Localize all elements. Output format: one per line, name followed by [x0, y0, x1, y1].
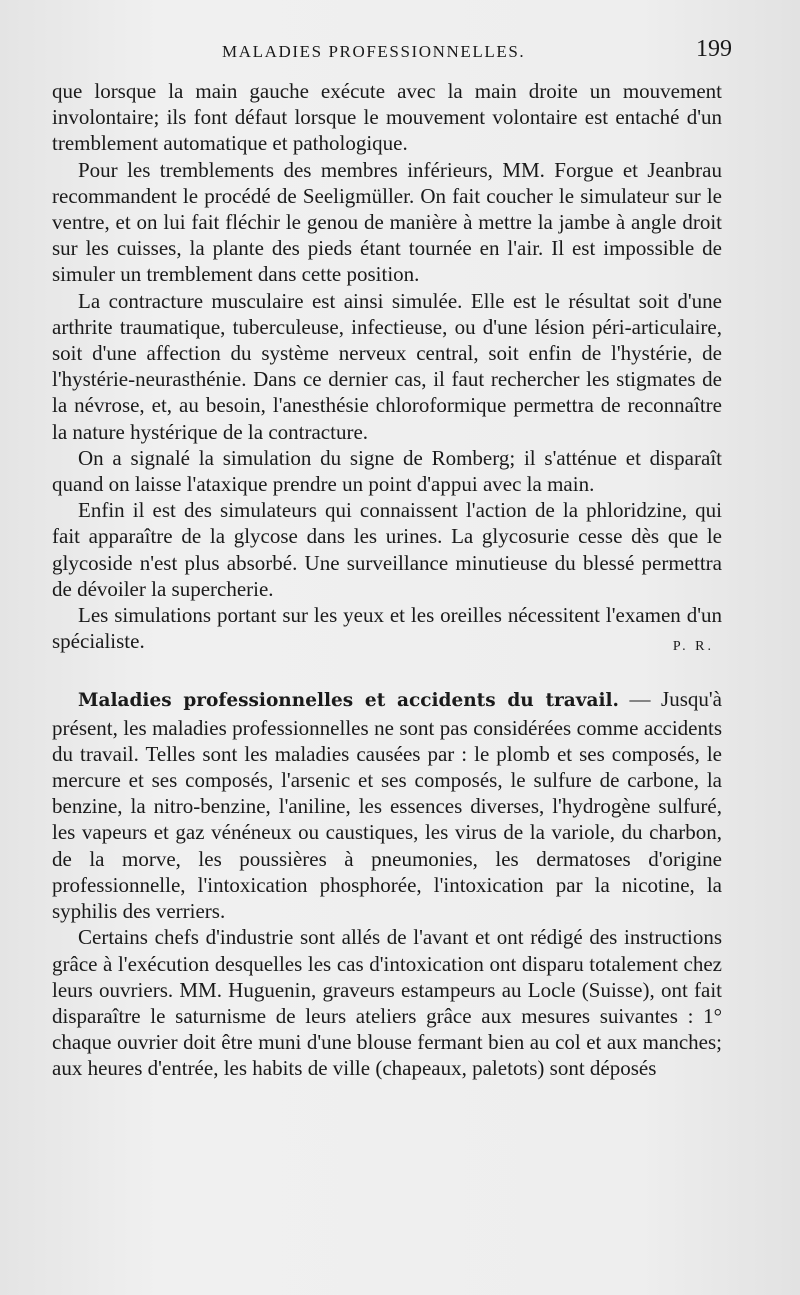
- paragraph-contracture: La contracture musculaire est ainsi simulée. Elle est le résultat soit d'une arthrite traumatique, tuberculeuse, infectieuse, ou d'une lésion péri-articulaire, soit d'une affection du système nerveux central, soit enfin de l'hystérie, de l'hystérie-neurasthénie. Dans ce dernier cas, il faut rechercher les stigmates de la névrose, et, au besoin, l'anesthésie chloroformique permettra de reconnaître la nature hystérique de la contracture.: [52, 288, 722, 444]
- paragraph-phloridzine: Enfin il est des simulateurs qui connaissent l'action de la phloridzine, qui fait apparaître de la glycose dans les urines. La glycosurie cesse dès que le glycoside n'est plus absorbé. Une surveillance minutieuse du blessé permettra de dévoiler la supercherie.: [52, 498, 722, 601]
- paragraph-lower-limbs: Pour les tremblements des membres inférieurs, MM. Forgue et Jeanbrau recommandent le procédé de Seeligmüller. On fait coucher le simulateur sur le ventre, et on lui fait fléchir le genou de manière à mettre la jambe à angle droit sur les cuisses, la plante des pieds étant tournée en l'air. Il est impossible de simuler un tremblement dans cette position.: [52, 157, 722, 287]
- eyes-ears-text: Les simulations portant sur les yeux et les oreilles nécessitent l'examen d'un spécialiste.: [52, 603, 722, 654]
- section-title: Maladies professionnelles et accidents du travail.: [78, 690, 619, 712]
- author-initials: P. R.: [672, 639, 714, 655]
- section-gap: [52, 660, 722, 686]
- title-dash: —: [629, 687, 651, 712]
- paragraph-romberg: On a signalé la simulation du signe de Romberg; il s'atténue et disparaît quand on laisse l'ataxique prendre un point d'appui avec la main.: [52, 445, 722, 497]
- body-text: [52, 78, 722, 1082]
- running-title: MALADIES PROFESSIONNELLES.: [222, 42, 526, 61]
- paragraph-industry-measures: Certains chefs d'industrie sont allés de l'avant et ont rédigé des instructions grâce à l'exécution desquelles les cas d'intoxication ont disparu totalement chez leurs ouvriers. MM. Huguenin, graveurs estampeurs au Locle (Suisse), ont fait disparaître le saturnisme de leurs ateliers grâce aux mesures suivantes : 1° chaque ouvrier doit être muni d'une blouse fermant bien au col et aux manches; aux heures d'entrée, les habits de ville (chapeaux, paletots) sont déposés: [52, 925, 722, 1081]
- section-intro-paragraph: [52, 686, 722, 924]
- section-intro-text: Jusqu'à présent, les maladies professionnelles ne sont pas considérées comme accidents du travail. Telles sont les maladies causées par : le plomb et ses composés, le mercure et ses composés, l'arsenic et ses composés, le sulfure de carbone, la benzine, la nitro-benzine, l'aniline, les essences diverses, l'hydrogène sulfuré, les vapeurs et gaz vénéneux ou caustiques, les virus de la variole, du charbon, de la morve, les poussières à pneumonies, les dermatoses d'origine professionnelle, l'intoxication phosphorée, l'intoxication par la nicotine, la syphilis des verriers.: [52, 687, 722, 924]
- paragraph-eyes-ears: [52, 602, 722, 654]
- page-number: 199: [696, 36, 732, 62]
- running-head: [52, 36, 732, 78]
- paragraph-tremor-continuation: que lorsque la main gauche exécute avec la main droite un mouvement involontaire; ils font défaut lorsque le mouvement volontaire est entaché d'un tremblement automatique et pathologique.: [52, 79, 722, 156]
